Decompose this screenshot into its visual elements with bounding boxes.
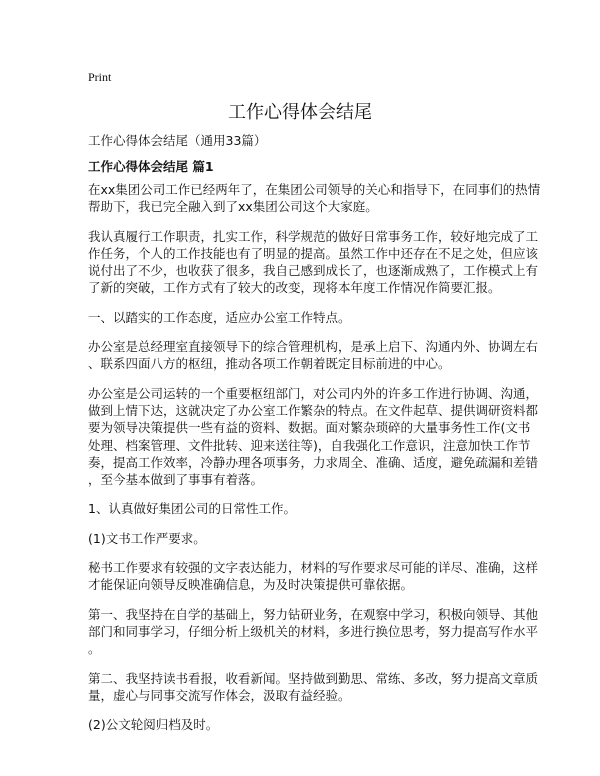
paragraph-line: 我认真履行工作职责，扎实工作，科学规范的做好日常事务工作，较好地完成了工 xyxy=(88,228,539,244)
paragraph-line: 办公室是公司运转的一个重要枢纽部门，对公司内外的许多工作进行协调、沟通， xyxy=(88,385,539,401)
document-body xyxy=(88,132,541,745)
document-title: 工作心得体会结尾 xyxy=(228,102,372,123)
paragraph-line: 、联系四面八方的枢纽，推动各项工作朝着既定目标前进的中心。 xyxy=(88,356,451,372)
paragraph-line: 一、以踏实的工作态度，适应办公室工作特点。 xyxy=(88,309,351,325)
print-link[interactable]: Print xyxy=(88,70,112,84)
paragraph xyxy=(88,559,539,594)
section-heading: 工作心得体会结尾 篇1 xyxy=(88,159,214,174)
paragraph xyxy=(88,338,539,373)
paragraph-list xyxy=(88,181,541,733)
document-subtitle: 工作心得体会结尾（通用33篇） xyxy=(88,133,267,148)
paragraph xyxy=(88,500,528,517)
paragraph xyxy=(88,228,539,297)
paragraph xyxy=(88,385,539,489)
paragraph-line: ，至今基本做到了事事有着落。 xyxy=(88,472,264,488)
paragraph-line: 秘书工作要求有较强的文字表达能力，材料的写作要求尽可能的详尽、准确，这样 xyxy=(88,560,539,576)
paragraph xyxy=(88,606,539,658)
paragraph-line: 做到上情下达，这就决定了办公室工作繁杂的特点。在文件起草、提供调研资料都 xyxy=(88,402,539,418)
paragraph-line: 。 xyxy=(88,641,101,657)
paragraph-line: 才能保证向领导反映准确信息，为及时决策提供可靠依据。 xyxy=(88,577,414,593)
paragraph-line: 帮助下，我已完全融入到了xx集团公司这个大家庭。 xyxy=(88,199,378,215)
paragraph-line: 要为领导决策提供一些有益的资料、数据。面对繁杂琐碎的大量事务性工作(文书 xyxy=(88,420,531,436)
paragraph-line: 处理、档案管理、文件批转、迎来送往等)，自我强化工作意识，注意加快工作节 xyxy=(88,437,531,453)
paragraph-line: 量，虚心与同事交流写作体会，汲取有益经验。 xyxy=(88,687,351,703)
paragraph-line: 奏，提高工作效率，冷静办理各项事务，力求周全、准确、适度，避免疏漏和差错 xyxy=(88,454,539,470)
paragraph xyxy=(88,670,539,705)
paragraph-line: 1、认真做好集团公司的日常性工作。 xyxy=(88,501,296,517)
paragraph-line: 第一、我坚持在自学的基础上，努力钻研业务，在观察中学习，积极向领导、其他 xyxy=(88,606,539,622)
paragraph xyxy=(88,716,528,733)
paragraph-line: 第二、我坚持读书看报，收看新闻。坚持做到勤思、常练、多改，努力提高文章质 xyxy=(88,670,539,686)
paragraph-line: 部门和同事学习，仔细分析上级机关的材料，多进行换位思考，努力提高写作水平 xyxy=(88,623,539,639)
paragraph-line: (2)公文轮阅归档及时。 xyxy=(88,717,219,733)
paragraph xyxy=(88,309,528,326)
paragraph xyxy=(88,181,541,216)
paragraph-line: 了新的突破，工作方式有了较大的改变，现将本年度工作情况作简要汇报。 xyxy=(88,280,501,296)
paragraph-line: 办公室是总经理室直接领导下的综合管理机构，是承上启下、沟通内外、协调左右 xyxy=(88,339,539,355)
paragraph xyxy=(88,530,528,547)
paragraph-line: 作任务，个人的工作技能也有了明显的提高。虽然工作中还存在不足之处，但应该 xyxy=(88,245,539,261)
paragraph-line: 在xx集团公司工作已经两年了，在集团公司领导的关心和指导下，在同事们的热情 xyxy=(88,182,541,197)
paragraph-line: 说付出了不少，也收获了很多，我自己感到成长了，也逐渐成熟了，工作模式上有 xyxy=(88,263,539,279)
paragraph-line: (1)文书工作严要求。 xyxy=(88,530,206,546)
